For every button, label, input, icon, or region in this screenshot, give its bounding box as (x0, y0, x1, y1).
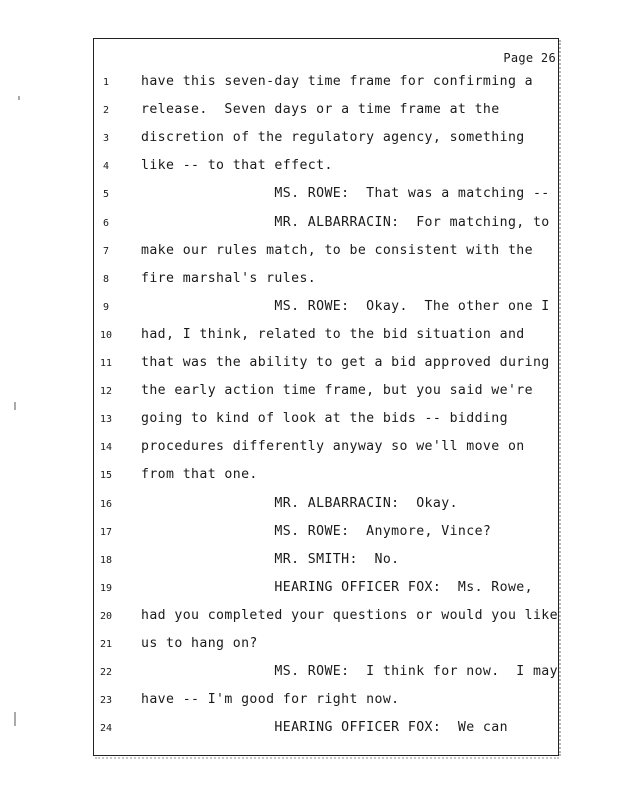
line-text: discretion of the regulatory agency, something (141, 130, 525, 146)
transcript-line (0, 491, 618, 519)
line-text: have -- I'm good for right now. (141, 692, 400, 708)
line-text: from that one. (141, 467, 258, 483)
line-text: procedures differently anyway so we'll move on (141, 439, 525, 455)
transcript-line (0, 210, 618, 238)
line-number: 5 (102, 189, 110, 201)
line-number: 23 (99, 695, 113, 707)
transcript-line (0, 519, 618, 547)
transcript-line (0, 125, 618, 153)
line-text: HEARING OFFICER FOX: We can (141, 720, 508, 736)
line-number: 20 (99, 610, 113, 622)
line-text: going to kind of look at the bids -- bidding (141, 411, 508, 427)
line-text: MS. ROWE: Anymore, Vince? (141, 523, 492, 539)
line-number: 4 (102, 161, 110, 173)
line-number: 18 (99, 554, 113, 566)
line-text: make our rules match, to be consistent with the (141, 242, 533, 258)
line-number: 17 (99, 526, 113, 538)
line-text: MS. ROWE: Okay. The other one I (141, 298, 550, 314)
line-text: fire marshal's rules. (141, 270, 317, 286)
transcript-line (0, 575, 618, 603)
line-number: 3 (102, 133, 110, 145)
transcript-line (0, 547, 618, 575)
transcript-line (0, 406, 618, 434)
line-text: the early action time frame, but you said we're (141, 383, 533, 399)
line-number: 24 (99, 723, 113, 735)
transcript-line (0, 715, 618, 743)
line-text: us to hang on? (141, 636, 258, 651)
bottom-scan-edge (95, 757, 559, 761)
line-text: MR. ALBARRACIN: Okay. (141, 495, 458, 511)
line-number: 13 (99, 414, 113, 426)
transcript-line (0, 97, 618, 125)
line-text: like -- to that effect. (141, 158, 333, 174)
line-number: 10 (99, 329, 113, 341)
line-number: 14 (99, 442, 113, 454)
transcript-line (0, 687, 618, 715)
line-text: MR. ALBARRACIN: For matching, to (141, 214, 550, 230)
line-text: have this seven-day time frame for confirming a (141, 74, 533, 89)
line-text: MR. SMITH: No. (141, 551, 400, 567)
transcript-line (0, 181, 618, 209)
transcript-line (0, 350, 618, 378)
transcript-line (0, 266, 618, 294)
transcript-line (0, 69, 618, 97)
line-number: 2 (102, 105, 110, 117)
transcript-line (0, 153, 618, 181)
transcript-line (0, 603, 618, 631)
transcript-line (0, 294, 618, 322)
line-number: 7 (102, 245, 110, 257)
line-text: HEARING OFFICER FOX: Ms. Rowe, (141, 579, 533, 595)
line-text: MS. ROWE: That was a matching -- (141, 186, 550, 202)
line-number: 21 (99, 639, 113, 650)
line-number: 9 (102, 301, 110, 313)
line-number: 22 (99, 667, 113, 679)
line-text: release. Seven days or a time frame at the (141, 102, 500, 118)
line-text: had, I think, related to the bid situation and (141, 326, 525, 342)
page-number: Page 26 (503, 51, 556, 65)
line-text: that was the ability to get a bid approved during (141, 355, 550, 370)
line-number: 12 (99, 386, 113, 398)
line-text: MS. ROWE: I think for now. I may (141, 664, 558, 680)
transcript-line (0, 631, 618, 659)
line-number: 16 (99, 498, 113, 510)
line-number: 19 (99, 582, 113, 594)
transcript-line (0, 322, 618, 350)
transcript-line (0, 434, 618, 462)
transcript-line (0, 378, 618, 406)
line-number: 11 (99, 358, 113, 369)
line-number: 8 (102, 273, 110, 285)
line-number: 6 (102, 217, 110, 229)
line-text: had you completed your questions or would you like (141, 607, 558, 623)
transcript-line (0, 659, 618, 687)
transcript-line (0, 462, 618, 490)
line-number: 15 (99, 470, 113, 482)
line-number: 1 (102, 77, 110, 88)
transcript-line (0, 238, 618, 266)
